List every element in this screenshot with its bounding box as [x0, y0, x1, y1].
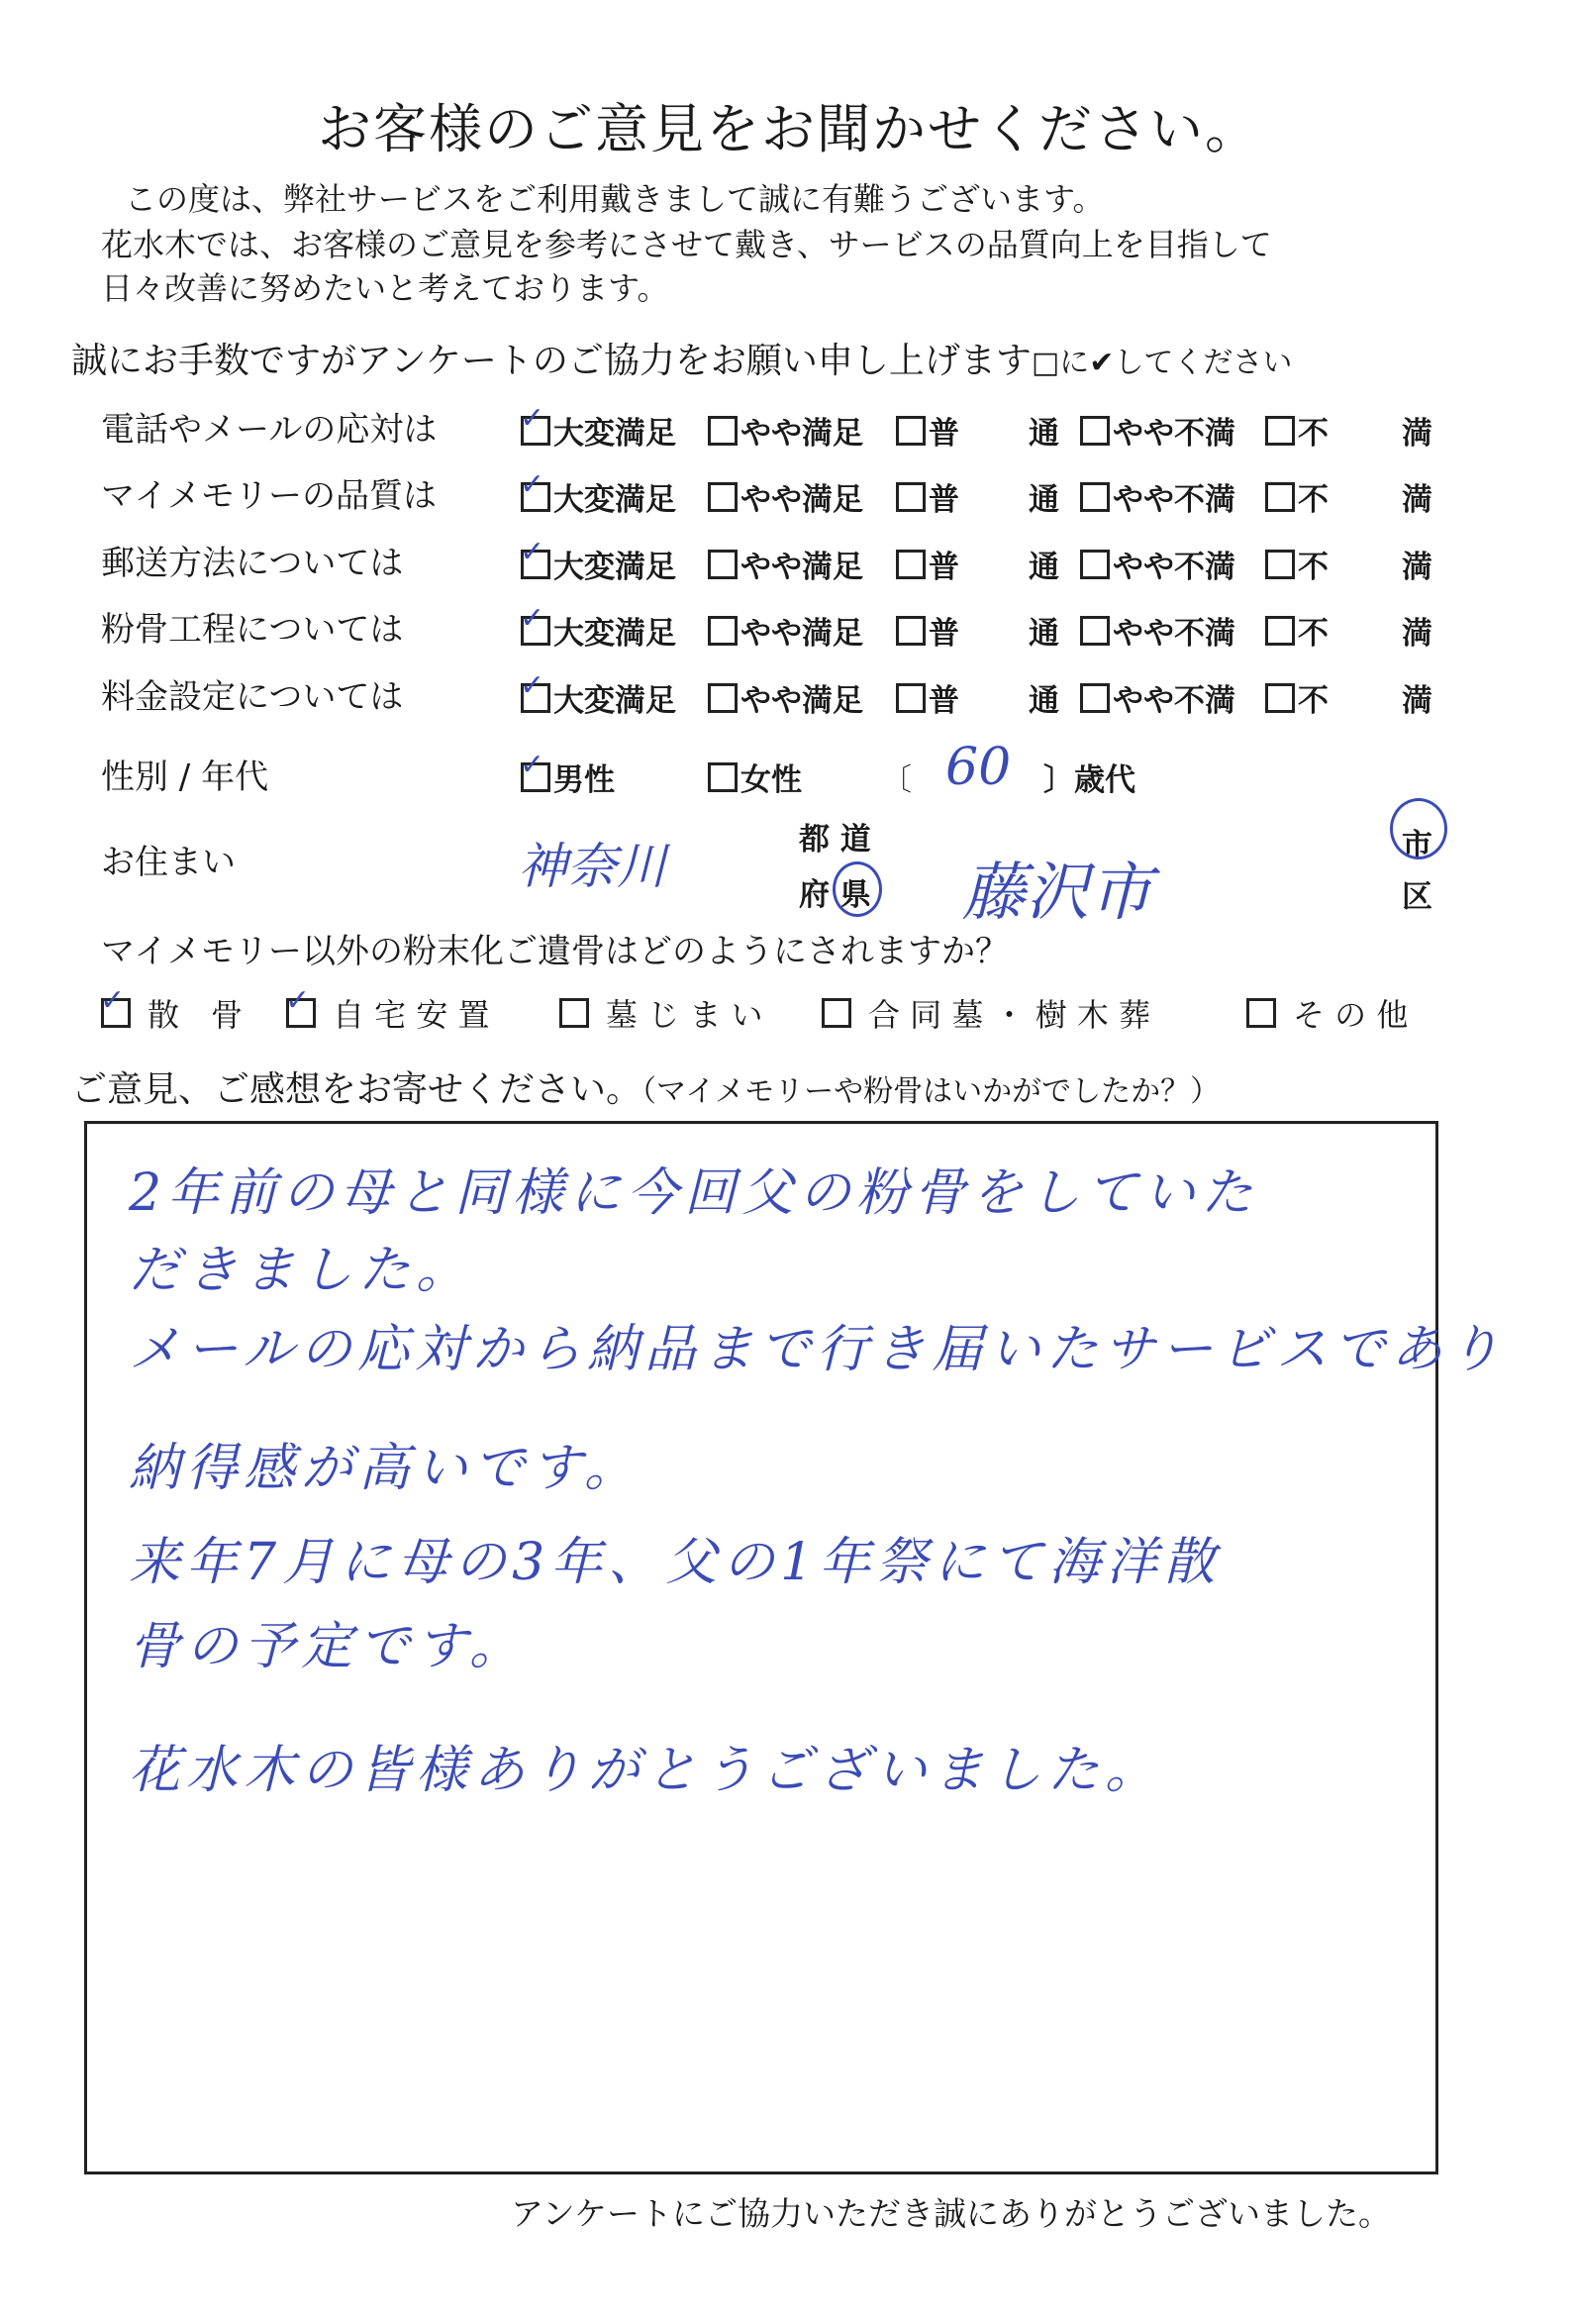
- option-label: やや不満: [1113, 482, 1235, 518]
- rating-option[interactable]: [708, 542, 863, 586]
- remains-option[interactable]: [285, 983, 490, 1036]
- rating-option[interactable]: [896, 675, 959, 720]
- option-label: 満: [1402, 416, 1432, 452]
- option-label: やや満足: [740, 550, 863, 585]
- instruction: [71, 333, 1292, 383]
- checkbox[interactable]: [1080, 416, 1110, 446]
- option-label: 墓 じ ま い: [606, 996, 763, 1034]
- comment-line: 花水木の皆様ありがとうございました。: [129, 1741, 1163, 1800]
- checkbox[interactable]: [896, 416, 926, 446]
- address-label: お住まい: [101, 843, 236, 882]
- option-label: 通: [1029, 616, 1059, 652]
- option-label: 大変満足: [553, 482, 676, 518]
- option-label: 散 骨: [148, 996, 244, 1034]
- checkbox[interactable]: [1265, 616, 1295, 646]
- option-label: 男性: [553, 762, 615, 798]
- rating-label: 料金設定については: [101, 677, 404, 717]
- rating-option[interactable]: [520, 466, 676, 519]
- instruction-text: 誠にお手数ですがアンケートのご協力をお願い申し上げます: [71, 341, 1032, 381]
- option-label: 普: [929, 482, 959, 518]
- option-label: 通: [1029, 482, 1059, 518]
- checkbox[interactable]: [1080, 616, 1110, 646]
- rating-option: [1029, 675, 1059, 720]
- rating-option: [1402, 408, 1432, 453]
- rating-label: 電話やメールの応対は: [101, 410, 438, 450]
- selection-circle: [833, 861, 882, 917]
- checkbox[interactable]: [520, 534, 550, 579]
- option-label: やや満足: [740, 683, 863, 719]
- rating-option[interactable]: [520, 400, 676, 453]
- remains-option[interactable]: [100, 983, 244, 1036]
- pref-suffix-bottom: [799, 869, 871, 914]
- checkbox[interactable]: [1265, 482, 1295, 512]
- checkbox[interactable]: [520, 747, 550, 792]
- comment-line: 骨の予定です。: [129, 1617, 527, 1676]
- check-mark-icon: ✓: [520, 466, 545, 502]
- rating-option[interactable]: [1265, 474, 1329, 519]
- rating-option: [1402, 542, 1432, 586]
- option-label: 通: [1029, 416, 1059, 452]
- rating-label: マイメモリーの品質は: [101, 476, 437, 516]
- comment-line: 2年前の母と同様に今回父の粉骨をしていた: [129, 1163, 1259, 1223]
- rating-option[interactable]: [896, 608, 959, 653]
- option-label: やや満足: [740, 616, 863, 652]
- checkbox[interactable]: [708, 762, 738, 792]
- option-label: 大変満足: [553, 550, 676, 585]
- rating-option[interactable]: [1080, 675, 1235, 720]
- rating-option[interactable]: [708, 608, 863, 653]
- rating-option[interactable]: [708, 675, 863, 720]
- checkbox[interactable]: [1080, 683, 1110, 713]
- remains-option[interactable]: [822, 990, 1150, 1036]
- rating-option: [1029, 608, 1059, 653]
- rating-option: [1402, 474, 1432, 519]
- check-mark-icon: ✓: [100, 983, 126, 1018]
- checkbox[interactable]: [1080, 550, 1110, 579]
- rating-option[interactable]: [896, 408, 959, 453]
- option-label: 大変満足: [553, 683, 676, 719]
- option-label: やや不満: [1113, 416, 1235, 452]
- option-label: やや満足: [740, 482, 863, 518]
- bracket-open: 〔: [881, 762, 912, 798]
- checkbox[interactable]: [520, 600, 550, 646]
- checkbox[interactable]: [708, 416, 738, 446]
- checkbox[interactable]: [1265, 416, 1295, 446]
- option-label: 満: [1402, 482, 1432, 518]
- option-label: 不: [1298, 416, 1329, 452]
- rating-option: [1029, 542, 1059, 586]
- rating-label: 粉骨工程については: [101, 610, 404, 650]
- option-label: 女性: [740, 762, 802, 798]
- rating-option[interactable]: [1265, 542, 1329, 586]
- comment-line: 納得感が高いです。: [129, 1439, 641, 1498]
- remains-option[interactable]: [1246, 990, 1408, 1036]
- page-title: お客様のご意見をお聞かせください。: [318, 98, 1260, 160]
- option-label: 満: [1402, 616, 1432, 652]
- checkbox[interactable]: [708, 550, 738, 579]
- checkbox[interactable]: [520, 400, 550, 446]
- checkbox[interactable]: [1265, 683, 1295, 713]
- rating-option[interactable]: [708, 408, 863, 453]
- checkbox[interactable]: [520, 667, 550, 713]
- option-label: 満: [1402, 550, 1432, 585]
- checkbox[interactable]: [896, 550, 926, 579]
- checkbox[interactable]: [896, 482, 926, 512]
- city-value[interactable]: 藤沢市: [962, 857, 1152, 930]
- check-mark-icon: ✓: [520, 534, 545, 569]
- age-suffix: 〕歳代: [1043, 762, 1135, 798]
- rating-option[interactable]: [520, 600, 676, 653]
- rating-option[interactable]: [1265, 408, 1329, 453]
- rating-option[interactable]: [896, 542, 959, 586]
- option-label: 合 同 墓 ・ 樹 木 葬: [868, 996, 1151, 1034]
- checkbox[interactable]: [1246, 998, 1276, 1028]
- rating-option: [1402, 608, 1432, 653]
- comment-line: メールの応対から納品まで行き届いたサービスであり: [129, 1320, 1506, 1379]
- ken-label: 県: [840, 869, 871, 914]
- city-suffix: 市: [1402, 820, 1432, 864]
- prefecture-value[interactable]: 神奈川: [518, 838, 666, 895]
- rating-label: 郵送方法については: [101, 544, 404, 583]
- rating-option[interactable]: [1080, 542, 1235, 586]
- option-label: 大変満足: [553, 416, 676, 452]
- pref-suffix-top: 都 道: [799, 822, 871, 858]
- checkbox[interactable]: [285, 983, 316, 1028]
- footer-thanks: アンケートにご協力いただき誠にありがとうございました。: [511, 2194, 1392, 2233]
- option-label: そ の 他: [1293, 996, 1409, 1034]
- checkbox[interactable]: [520, 466, 550, 512]
- checkbox[interactable]: [708, 616, 738, 646]
- rating-option[interactable]: [1080, 608, 1235, 653]
- rating-option: [1029, 474, 1059, 519]
- checkbox[interactable]: [896, 616, 926, 646]
- rating-option[interactable]: [1265, 608, 1329, 653]
- option-label: 大変満足: [553, 616, 676, 652]
- checkbox[interactable]: [559, 998, 589, 1028]
- option-label: やや不満: [1113, 616, 1235, 652]
- rating-option: [1402, 675, 1432, 720]
- option-label: 通: [1029, 550, 1059, 585]
- rating-option[interactable]: [1265, 675, 1329, 720]
- remains-question: マイメモリー以外の粉末化ご遺骨はどのようにされますか？: [101, 932, 1009, 971]
- comment-line: 来年7月に母の3年、父の1年祭にて海洋散: [129, 1533, 1222, 1592]
- option-label: 普: [929, 416, 959, 452]
- option-label: 普: [929, 683, 959, 719]
- age-value[interactable]: 60: [945, 738, 1012, 797]
- check-mark-icon: ✓: [520, 400, 545, 436]
- rating-option[interactable]: [520, 667, 676, 720]
- rating-option[interactable]: [896, 474, 959, 519]
- checkbox[interactable]: [1080, 482, 1110, 512]
- rating-option[interactable]: [1080, 474, 1235, 519]
- gender-female-option[interactable]: [708, 755, 802, 799]
- option-label: 通: [1029, 683, 1059, 719]
- check-mark-icon: ✓: [520, 747, 545, 782]
- remains-option[interactable]: [559, 990, 763, 1036]
- comment-heading-sub: （マイメモリーや粉骨はいかがでしたか？）: [641, 1074, 1221, 1109]
- option-label: 不: [1298, 683, 1329, 719]
- ward-suffix: 区: [1402, 879, 1432, 915]
- option-label: 満: [1402, 683, 1432, 719]
- option-label: 普: [929, 550, 959, 585]
- checkbox[interactable]: [822, 998, 851, 1028]
- option-label: 自 宅 安 置: [333, 996, 490, 1034]
- option-label: やや不満: [1113, 550, 1235, 585]
- option-label: 不: [1298, 482, 1329, 518]
- check-mark-icon: ✓: [520, 600, 545, 636]
- rating-option: [1029, 408, 1059, 453]
- gender-age-label: 性別 / 年代: [101, 758, 269, 797]
- checkbox[interactable]: [1265, 550, 1295, 579]
- check-mark-icon: ✓: [520, 667, 545, 703]
- checkbox[interactable]: [896, 683, 926, 713]
- checkbox[interactable]: [708, 482, 738, 512]
- comment-heading-text: ご意見、ご感想をお寄せください。: [71, 1069, 642, 1110]
- rating-option[interactable]: [1080, 408, 1235, 453]
- option-label: やや満足: [740, 416, 863, 452]
- comment-line: だきました。: [129, 1241, 474, 1300]
- intro-line: この度は、弊社サービスをご利用戴きまして誠に有難うございます。: [125, 180, 1105, 218]
- checkbox[interactable]: [708, 683, 738, 713]
- option-label: 不: [1298, 550, 1329, 585]
- instruction-small: □に✔してください: [1031, 346, 1293, 380]
- check-mark-icon: ✓: [285, 983, 311, 1018]
- comment-heading: [71, 1061, 1220, 1112]
- option-label: やや不満: [1113, 683, 1235, 719]
- checkbox[interactable]: [100, 983, 131, 1028]
- gender-male-option[interactable]: [520, 747, 615, 799]
- option-label: 不: [1298, 616, 1329, 652]
- intro-line: 日々改善に努めたいと考えております。: [101, 269, 669, 307]
- rating-option[interactable]: [520, 534, 676, 586]
- fu-label: 府: [799, 877, 830, 913]
- option-label: 普: [929, 616, 959, 652]
- selection-circle: [1390, 798, 1447, 859]
- rating-option[interactable]: [708, 474, 863, 519]
- intro-line: 花水木では、お客様のご意見を参考にさせて戴き、サービスの品質向上を目指して: [101, 226, 1272, 263]
